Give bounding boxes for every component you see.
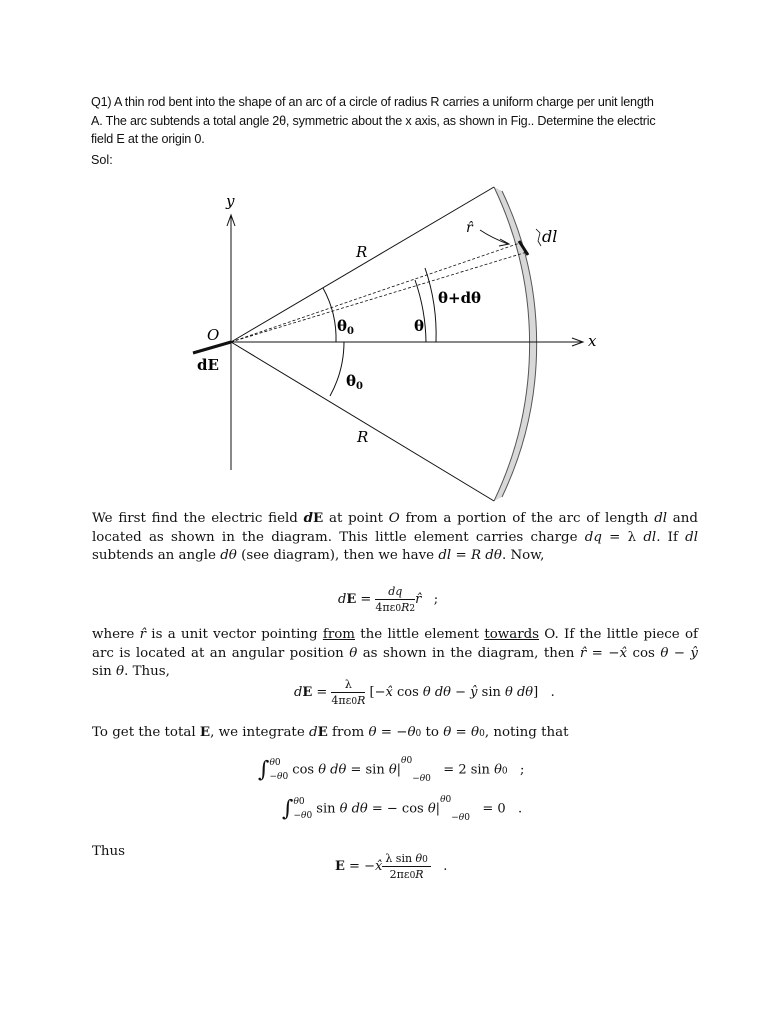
dE-label: dE xyxy=(197,356,219,374)
radius-lower xyxy=(231,342,494,501)
equation-dE-expanded: dE = $\frac{\lambda}{4\pi\varepsilon 0R}$ [−x̂ cos θ dθ − ŷ sin θ dθ] . xyxy=(294,678,555,707)
dl-bracket xyxy=(536,229,541,246)
y-axis-label: y xyxy=(226,192,235,210)
theta0-upper-label: $\theta_0$ xyxy=(337,317,354,337)
origin-label: O xyxy=(207,326,220,344)
angle-theta0-upper xyxy=(323,288,336,342)
r-hat-arrow xyxy=(480,230,508,244)
paragraph-2: where r̂ is a unit vector pointing from the little element towards O. If the little piece of arc is located at an angular position θ as shown in the diagram, then r̂ = −x̂ cos θ − ŷ sin θ. Thus, xyxy=(92,627,699,680)
theta0-lower-label: $\theta_0$ xyxy=(346,372,363,392)
question-line-3: field E at the origin 0. xyxy=(91,132,205,146)
equation-dE: dE = $\frac{dq}{4\pi\varepsilon 0R2}$ r̂ ; xyxy=(338,585,439,614)
equation-final-E: E = −x̂ $\frac{\text{λ sin θ0}}{2\pi\varepsilon 0R}$ . xyxy=(335,852,448,881)
x-axis-label: x xyxy=(588,332,597,350)
dashed-line-theta-dtheta xyxy=(231,252,527,342)
theta-label: θ xyxy=(414,317,425,335)
radius-lower-label: R xyxy=(357,428,369,446)
equation-sin-integral: ∫θ0 −θ0 sin θ dθ = − $\cos \theta|^{\theta 0}-\theta 0 = 0$ . xyxy=(282,795,523,823)
radius-upper-label: R xyxy=(356,243,368,261)
paragraph-3: To get the total E, we integrate dE from θ = −θ0 to θ = θ0, noting that xyxy=(92,724,569,740)
paragraph-1: We first find the electric field dE at point O from a portion of the arc of length dl and located as shown in the diagram. This little element carries charge dq = λ dl. If dl subtends an angle dθ (see diagram), then we have dl = R dθ. Now, xyxy=(92,510,699,564)
dl-label: dl xyxy=(542,227,558,246)
question-line-2: A. The arc subtends a total angle 2θ, symmetric about the x axis, as shown in Fig.. Determine the electric xyxy=(91,113,656,128)
theta-dtheta-label: θ+dθ xyxy=(438,289,482,307)
r-hat-label: r̂ xyxy=(466,220,473,236)
equation-cos-integral: ∫θ0 −θ0 cos θ $d\theta = \sin \theta|^{\theta 0}-\theta 0 = 2$ sin θ0 ; xyxy=(258,756,525,784)
question-line-1: Q1) A thin rod bent into the shape of an arc of a circle of radius R carries a uniform charge per unit length xyxy=(91,95,654,109)
angle-theta0-lower xyxy=(330,342,344,396)
arc-outer xyxy=(494,187,530,501)
thus-label: Thus xyxy=(92,844,126,859)
angle-theta-dtheta xyxy=(425,268,436,342)
arc-band xyxy=(494,187,537,501)
radius-upper xyxy=(231,187,494,342)
sol-label: Sol: xyxy=(91,153,113,167)
